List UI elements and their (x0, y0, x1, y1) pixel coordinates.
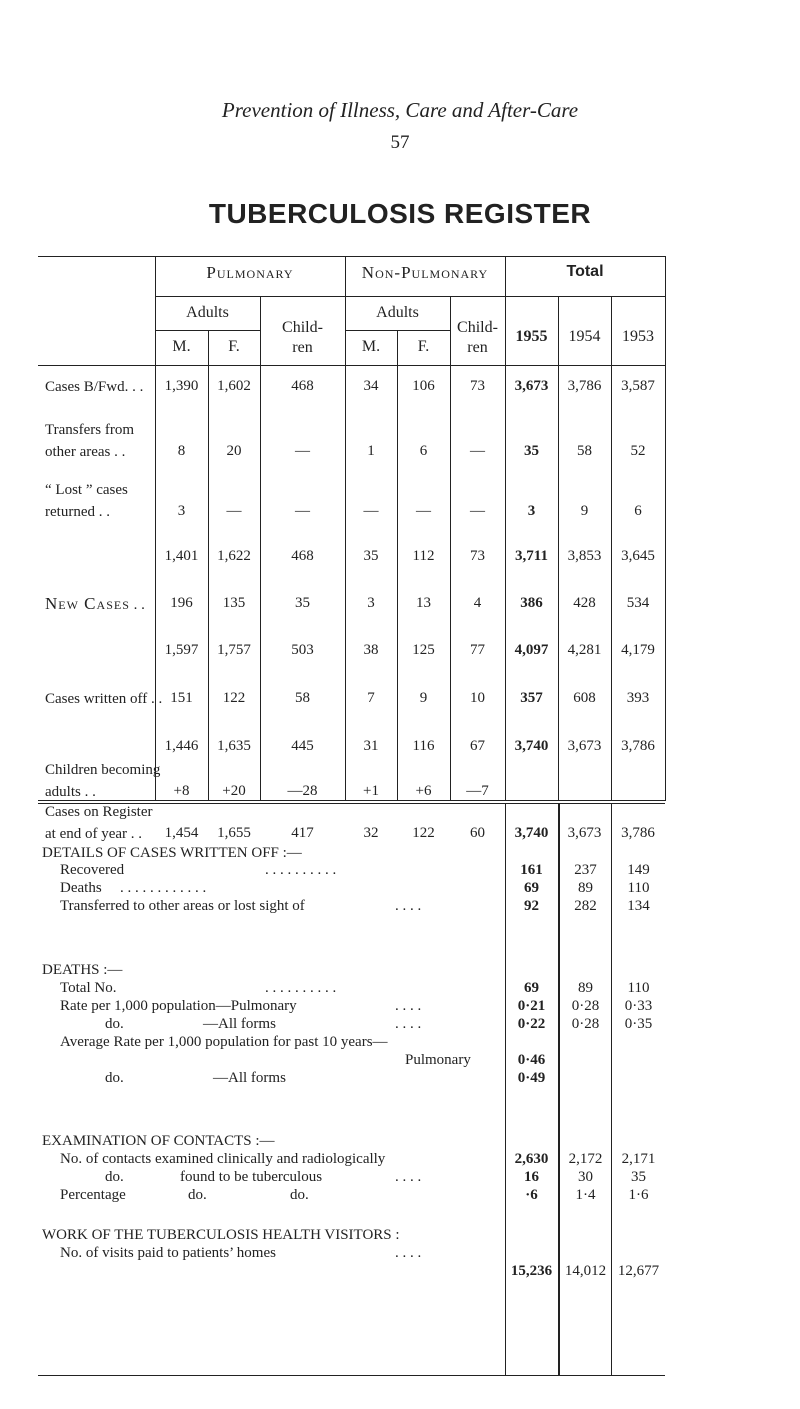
header-year-1955: 1955 (515, 328, 548, 345)
table-cell: 3,673 (567, 738, 602, 754)
details-value: 14,012 (564, 1263, 607, 1279)
rate-pulmonary-label: Rate per 1,000 population—Pulmonary (60, 998, 297, 1014)
row-label-text: Transfers from (45, 422, 135, 438)
header-pulmonary: Pulmonary (206, 263, 294, 282)
details-value: 15,236 (510, 1263, 553, 1279)
rate-all-label: —All forms (203, 1016, 276, 1032)
table-cell: 3,786 (621, 738, 655, 754)
row-label-line2 (45, 825, 152, 843)
percentage-do-1: do. (188, 1187, 207, 1203)
row-label (45, 421, 134, 461)
table-cell: 106 (412, 378, 435, 394)
details-value: 69 (524, 980, 539, 996)
page-number: 57 (390, 132, 410, 153)
table-cell: —28 (287, 783, 318, 799)
row-label (45, 690, 162, 708)
table-cell: 73 (470, 548, 485, 564)
avg-all-label: —All forms (213, 1070, 286, 1086)
details-value: 282 (574, 898, 597, 914)
table-cell: 3,673 (514, 378, 549, 394)
details-value: 149 (627, 862, 650, 878)
rate-pulmonary-dots: . . . . (395, 998, 422, 1014)
vline (665, 256, 666, 801)
row-label-dots: . . (147, 691, 163, 707)
table-cell: 3 (177, 503, 186, 519)
row-label-line1 (45, 690, 162, 708)
table-cell: 428 (573, 595, 596, 611)
table-cell: 122 (412, 825, 435, 841)
table-cell: 4,097 (514, 642, 549, 658)
table-cell: 77 (470, 642, 485, 658)
table-cell: 35 (524, 443, 539, 459)
table-cell: 386 (520, 595, 543, 611)
row-label-line2 (45, 503, 128, 521)
details-value: 110 (627, 880, 650, 896)
table-cell: 3,740 (514, 738, 549, 754)
header-year-1954: 1954 (568, 328, 601, 345)
table-top-rule (38, 256, 665, 257)
table-cell: — (295, 443, 310, 459)
deaths-dots: . . . . . . . . . . . . (120, 880, 207, 896)
table-cell: 116 (412, 738, 435, 754)
table-cell: 3,587 (621, 378, 655, 394)
details-value: 2,630 (514, 1151, 549, 1167)
children-l2: ren (467, 339, 488, 356)
table-cell: 4 (473, 595, 482, 611)
recovered-label: Recovered (60, 862, 125, 878)
table-cell: +1 (363, 783, 379, 799)
rule-under-headers (38, 365, 665, 366)
percentage-do-2: do. (290, 1187, 309, 1203)
contacts-examined-label: No. of contacts examined clinically and radiologically (60, 1151, 386, 1167)
running-head: Prevention of Illness, Care and After-Care (221, 98, 579, 122)
table-cell: 10 (470, 690, 485, 706)
row-label-text: Cases B/Fwd. (45, 379, 129, 395)
details-value: 2,171 (621, 1151, 656, 1167)
header-total: Total (566, 263, 604, 280)
table-cell: 3,786 (567, 378, 602, 394)
details-value: 0·33 (624, 998, 653, 1014)
avg-rate-label: Average Rate per 1,000 population for past 10 years— (60, 1034, 388, 1050)
header-f-pulmonary: F. (228, 338, 240, 355)
table-cell: 122 (222, 690, 246, 706)
details-value: 0·21 (517, 998, 546, 1014)
row-label-dots: . . (110, 444, 126, 460)
details-value: 0·46 (517, 1052, 546, 1068)
visitors-heading: WORK OF THE TUBERCULOSIS HEALTH VISITORS : (42, 1227, 400, 1243)
table-cell: 58 (295, 690, 310, 706)
table-cell: 13 (416, 595, 431, 611)
page-title: TUBERCULOSIS REGISTER (208, 198, 592, 229)
details-bottom-rule (38, 1375, 665, 1376)
table-cell: 417 (291, 825, 314, 841)
table-cell: 31 (363, 738, 379, 754)
table-cell: 357 (520, 690, 543, 706)
deaths-label: Deaths (60, 880, 102, 896)
details-value: 0·49 (517, 1070, 546, 1086)
table-cell: 196 (170, 595, 193, 611)
rule-under-groups (155, 296, 665, 297)
contacts-tb-dots: . . . . (395, 1169, 422, 1185)
table-cell: 67 (470, 738, 485, 754)
table-cell: 9 (580, 503, 589, 519)
table-cell: 4,179 (621, 642, 655, 658)
visits-dots: . . . . (395, 1245, 422, 1261)
table-cell: 125 (412, 642, 435, 658)
header-children-pulmonary (260, 318, 345, 358)
table-cell: 445 (291, 738, 314, 754)
details-value: 110 (627, 980, 650, 996)
table-cell: +6 (415, 783, 432, 799)
details-value: 1·4 (575, 1187, 596, 1203)
table-cell: 60 (470, 825, 485, 841)
table-cell: 6 (419, 443, 428, 459)
row-label-line1 (45, 421, 134, 439)
header-year-1953: 1953 (622, 328, 654, 345)
contacts-heading: EXAMINATION OF CONTACTS :— (42, 1133, 275, 1149)
rate-all-dots: . . . . (395, 1016, 422, 1032)
total-no-label: Total No. (60, 980, 117, 996)
table-cell: 1,655 (217, 825, 251, 841)
recovered-dots: . . . . . . . . . . (265, 862, 337, 878)
transferred-label: Transferred to other areas or lost sight of (60, 898, 305, 914)
header-m-pulmonary: M. (172, 338, 191, 355)
children-l1: Child- (457, 319, 498, 336)
table-cell: — (295, 503, 310, 519)
details-value: 161 (520, 862, 543, 878)
table-cell: 135 (222, 595, 246, 611)
row-label-text: Children becoming (45, 762, 161, 778)
details-value: 92 (524, 898, 539, 914)
row-label (45, 481, 128, 521)
row-label (45, 378, 143, 396)
header-children-non-pulmonary (450, 318, 505, 358)
table-cell: 468 (291, 378, 314, 394)
row-label-dots: . . (129, 597, 145, 613)
vline (397, 330, 398, 801)
details-value: 12,677 (617, 1263, 660, 1279)
table-cell: 3,645 (621, 548, 655, 564)
details-value: ·6 (525, 1187, 538, 1203)
total-no-dots: . . . . . . . . . . (265, 980, 337, 996)
row-label-text: returned (45, 504, 95, 520)
row-label-text: other areas (45, 444, 111, 460)
table-cell: 503 (291, 642, 314, 658)
table-cell: — (470, 443, 485, 459)
header-f-non-pulmonary: F. (417, 338, 430, 355)
row-label-dots: . . (128, 379, 144, 395)
table-cell: 3,853 (567, 548, 602, 564)
row-label-text: adults (45, 784, 81, 800)
contacts-tb-do: do. (105, 1169, 124, 1185)
details-value: 89 (578, 880, 593, 896)
table-cell: 20 (226, 443, 242, 459)
table-cell: 35 (295, 595, 310, 611)
header-adults-pulmonary: Adults (186, 304, 229, 321)
table-cell: —7 (466, 783, 489, 799)
row-label-line1 (45, 378, 143, 396)
row-label-line1 (45, 803, 152, 821)
table-cell: 3,673 (567, 825, 602, 841)
table-cell: 1,446 (164, 738, 199, 754)
avg-pulmonary-label: Pulmonary (405, 1052, 471, 1068)
table-cell: +8 (173, 783, 190, 799)
table-cell: 7 (367, 690, 375, 706)
table-cell: 1,622 (217, 548, 251, 564)
details-value: 237 (574, 862, 597, 878)
table-cell: 1,602 (217, 378, 251, 394)
table-cell: 3,786 (621, 825, 655, 841)
table-cell: — (470, 503, 485, 519)
deaths-heading: DEATHS :— (42, 962, 123, 978)
transferred-dots: . . . . (395, 898, 422, 914)
details-value: 0·22 (517, 1016, 546, 1032)
details-value: 0·35 (624, 1016, 653, 1032)
row-label-dots: . . (127, 826, 143, 842)
details-value: 30 (578, 1169, 593, 1185)
table-cell: 38 (363, 642, 379, 658)
header-adults-non-pulmonary: Adults (376, 304, 419, 321)
row-label-line1 (45, 761, 160, 779)
table-cell: — (416, 503, 431, 519)
details-value: 1·6 (628, 1187, 649, 1203)
table-cell: 32 (363, 825, 379, 841)
table-cell: 6 (634, 503, 642, 519)
header-m-non-pulmonary: M. (361, 338, 381, 355)
written-off-heading: DETAILS OF CASES WRITTEN OFF :— (42, 845, 302, 861)
row-label-line2 (45, 443, 134, 461)
avg-all-do: do. (105, 1070, 124, 1086)
table-cell: 4,281 (567, 642, 602, 658)
details-value: 35 (631, 1169, 646, 1185)
table-cell: 3 (527, 503, 536, 519)
table-cell: 1,454 (164, 825, 199, 841)
row-label (45, 803, 152, 843)
table-cell: 608 (573, 690, 596, 706)
table-cell: +20 (222, 783, 246, 799)
row-label-text: New Cases (45, 594, 130, 613)
table-cell: 1,597 (164, 642, 199, 658)
table-cell: — (363, 503, 379, 519)
row-label-text: “ Lost ” cases (45, 482, 128, 498)
table-cell: 35 (363, 548, 379, 564)
row-label-text: Cases on Register (45, 804, 153, 820)
table-cell: 1,390 (164, 378, 199, 394)
details-value: 16 (524, 1169, 539, 1185)
details-value: 69 (524, 880, 539, 896)
row-label (45, 595, 145, 614)
details-value: 2,172 (568, 1151, 603, 1167)
row-label-line1 (45, 481, 128, 499)
visits-label: No. of visits paid to patients’ homes (60, 1245, 276, 1261)
row-label-text: at end of year (45, 826, 128, 842)
table-cell: 534 (626, 595, 650, 611)
table-cell: 1,635 (217, 738, 251, 754)
children-l2: ren (292, 339, 313, 356)
row-label-text: Cases written off (45, 691, 148, 707)
table-cell: 393 (626, 690, 650, 706)
header-non-pulmonary: Non-Pulmonary (361, 263, 489, 282)
row-label-dots: . . (80, 784, 96, 800)
row-label-dots: . . (94, 504, 110, 520)
row-label (45, 761, 160, 801)
table-cell: 1 (367, 443, 375, 459)
row-label-line1 (45, 595, 145, 614)
rate-all-do: do. (105, 1016, 124, 1032)
table-cell: 3 (367, 595, 375, 611)
table-cell: 3,711 (515, 548, 548, 564)
table-cell: — (226, 503, 242, 519)
details-value: 134 (627, 898, 650, 914)
table-cell: 468 (291, 548, 314, 564)
table-cell: 9 (419, 690, 428, 706)
table-cell: 1,757 (217, 642, 251, 658)
vline (208, 330, 209, 801)
table-cell: 151 (170, 690, 193, 706)
percentage-label: Percentage (60, 1187, 126, 1203)
table-cell: 34 (363, 378, 379, 394)
table-cell: 3,740 (514, 825, 549, 841)
table-cell: 52 (630, 443, 646, 459)
contacts-tb-label: found to be tuberculous (180, 1169, 323, 1185)
table-cell: 8 (177, 443, 186, 459)
details-value: 0·28 (571, 998, 600, 1014)
details-value: 89 (578, 980, 593, 996)
table-cell: 73 (470, 378, 485, 394)
table-cell: 112 (412, 548, 435, 564)
row-label-line2 (45, 783, 160, 801)
table-cell: 1,401 (164, 548, 199, 564)
table-cell: 58 (577, 443, 592, 459)
details-value: 0·28 (571, 1016, 600, 1032)
children-l1: Child- (282, 319, 323, 336)
